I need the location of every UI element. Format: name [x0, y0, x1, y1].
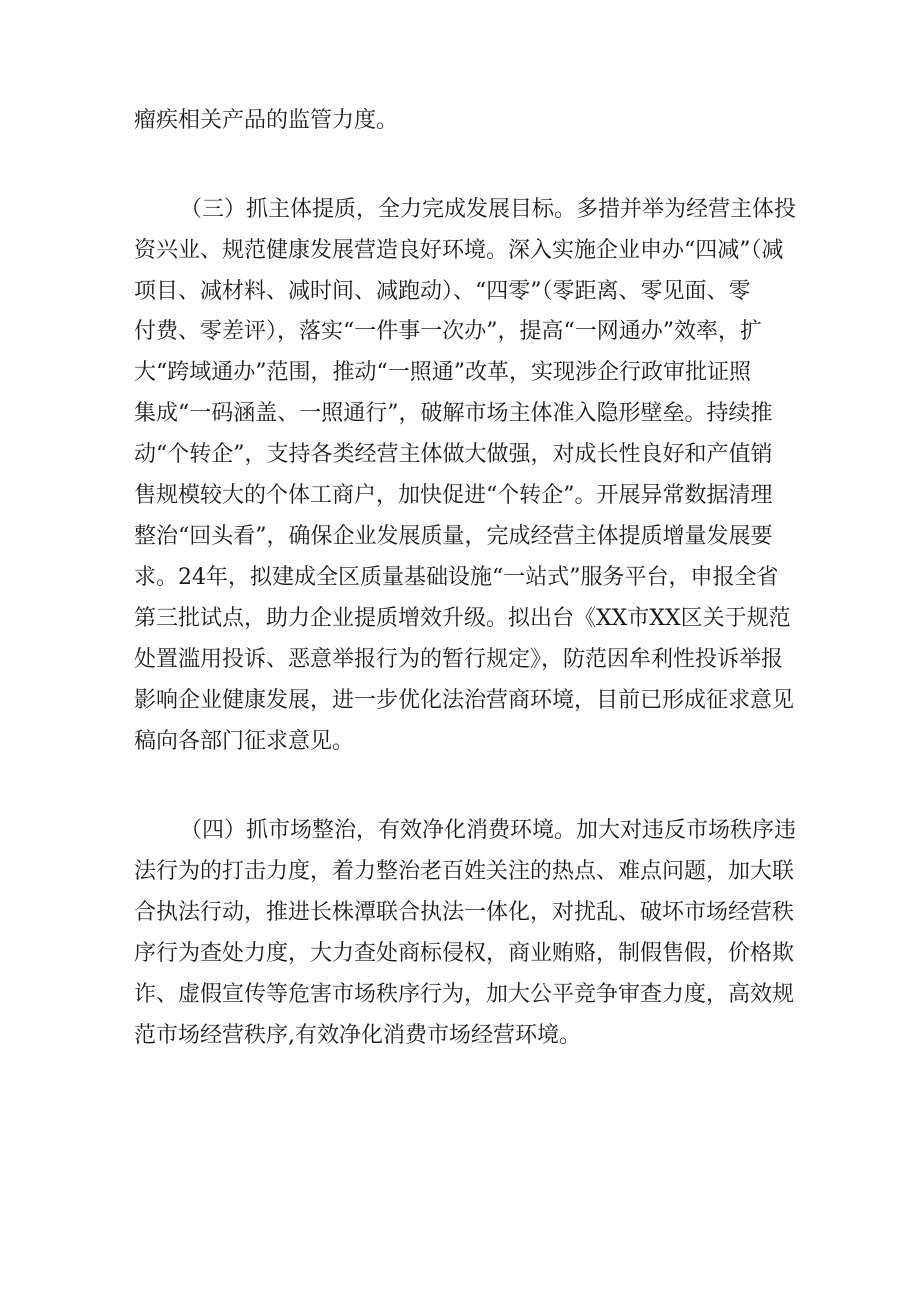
paragraph-2-line-10: 求。24年，拟建成全区质量基础设施“一站式”服务平台，申报全省	[134, 565, 779, 590]
paragraph-2-line-1: （三）抓主体提质，全力完成发展目标。多措并举为经营主体投	[180, 197, 797, 222]
paragraph-2-line-11: 第三批试点，助力企业提质增效升级。拟出台《XX市XX区关于规范	[134, 606, 791, 631]
paragraph-3-line-4: 序行为查处力度，大力查处商标侵权，商业贿赂，制假售假，价格欺	[134, 941, 795, 966]
paragraph-2-line-13: 影响企业健康发展，进一步优化法治营商环境，目前已形成征求意见	[134, 688, 795, 713]
paragraph-2-line-4: 付费、零差评），落实“一件事一次办”，提高“一网通办”效率，扩	[134, 319, 762, 344]
paragraph-2-line-6: 集成“一码涵盖、一照通行”，破解市场主体准入隐形壁垒。持续推	[134, 401, 773, 426]
paragraph-2-line-5: 大“跨域通办”范围，推动“一照通”改革，实现涉企行政审批证照	[134, 360, 751, 385]
paragraph-3-line-1: （四）抓市场整治，有效净化消费环境。加大对违反市场秩序违	[180, 818, 797, 843]
paragraph-2-line-7: 动“个转企”，支持各类经营主体做大做强，对成长性良好和产值销	[134, 442, 773, 467]
paragraph-2-line-8: 售规模较大的个体工商户，加快促进“个转企”。开展异常数据清理	[134, 483, 773, 508]
paragraph-2-line-2: 资兴业、规范健康发展营造良好环境。深入实施企业申办“四减”（减	[134, 238, 784, 263]
paragraph-2-line-12: 处置滥用投诉、恶意举报行为的暂行规定》，防范因牟利性投诉举报	[134, 647, 784, 672]
paragraph-2-line-9: 整治“回头看”，确保企业发展质量，完成经营主体提质增量发展要	[134, 524, 773, 549]
paragraph-2-line-3: 项目、减材料、减时间、减跑动）、“四零”（零距离、零见面、零	[134, 279, 751, 304]
paragraph-1-line-1: 瘤疾相关产品的监管力度。	[134, 108, 399, 133]
paragraph-3-line-3: 合执法行动，推进长株潭联合执法一体化，对扰乱、破坏市场经营秩	[134, 900, 795, 925]
paragraph-3-line-6: 范市场经营秩序,有效净化消费市场经营环境。	[134, 1023, 581, 1048]
paragraph-2-line-14: 稿向各部门征求意见。	[134, 729, 355, 754]
paragraph-3-line-2: 法行为的打击力度，着力整治老百姓关注的热点、难点问题，加大联	[134, 859, 795, 884]
paragraph-3-line-5: 诈、虚假宣传等危害市场秩序行为，加大公平竞争审查力度，高效规	[134, 982, 795, 1007]
